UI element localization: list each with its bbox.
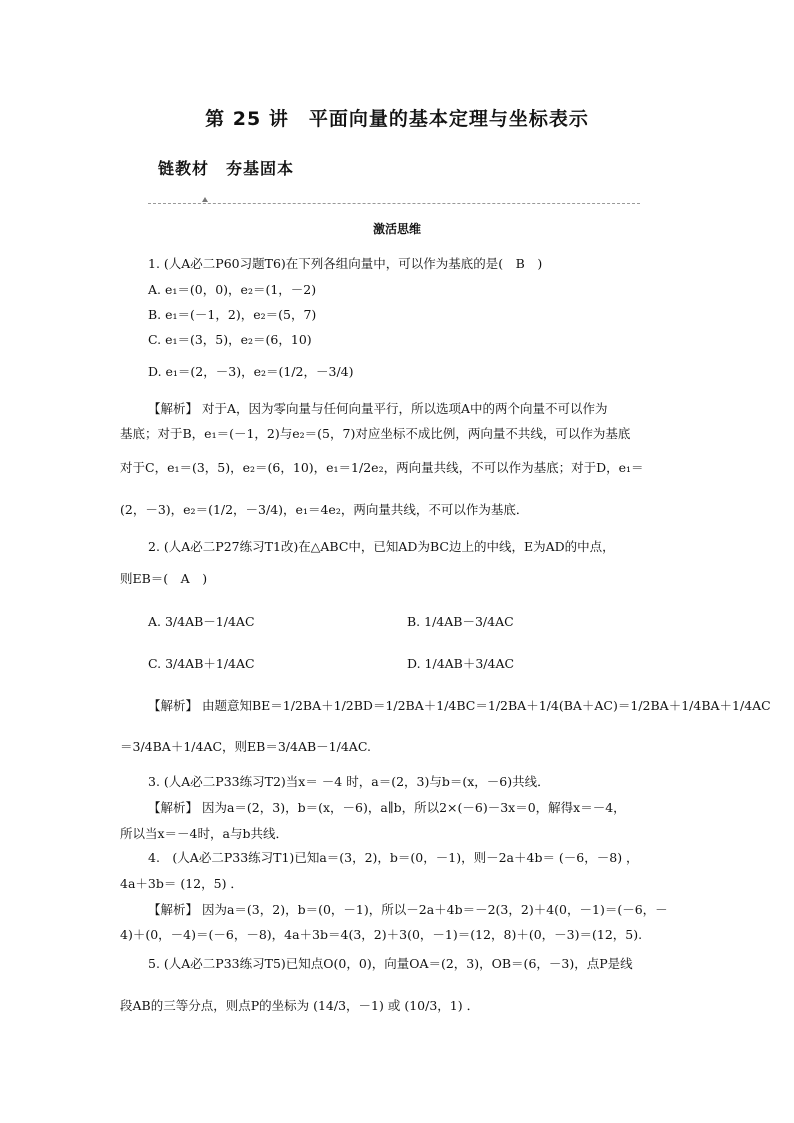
subheading: 激活思维	[372, 222, 421, 236]
question-1-solution-line-3: 对于C，e₁＝(3，5)，e₂＝(6，10)，e₁＝1/2e₂，两向量共线，不可以作为基底；对于D，e₁＝	[120, 460, 644, 475]
question-2-choice-c: C. 3/4AB＋1/4AC	[148, 656, 255, 671]
question-4-stem-line-2: 4a＋3b＝ (12，5) ．	[120, 876, 243, 891]
question-2-stem-line-1: 2. (人A必二P27练习T1改)在△ABC中，已知AD为BC边上的中线，E为AD的中点，	[148, 539, 615, 554]
question-2-choice-d: D. 1/4AB＋3/4AC	[407, 656, 515, 671]
section-divider	[148, 203, 640, 204]
question-2-choice-a: A. 3/4AB－1/4AC	[148, 614, 255, 629]
question-1-choice-d: D. e₁＝(2，－3)，e₂＝(1/2，－3/4)	[148, 364, 354, 379]
question-2-solution-line-1: 【解析】 由题意知BE＝1/2BA＋1/2BD＝1/2BA＋1/4BC＝1/2BA＋1/4(BA＋AC)＝1/2BA＋1/4BA＋1/4AC	[148, 698, 771, 713]
question-1-choice-c: C. e₁＝(3，5)，e₂＝(6，10)	[148, 332, 312, 347]
page-title: 第 25 讲 平面向量的基本定理与坐标表示	[205, 108, 589, 130]
question-2-choice-b: B. 1/4AB－3/4AC	[407, 614, 514, 629]
question-4-solution-line-2: 4)＋(0，－4)＝(－6，－8)，4a＋3b＝4(3，2)＋3(0，－1)＝(12，8)＋(0，－3)＝(12，5).	[120, 927, 643, 942]
question-4-stem-line-1: 4. (人A必二P33练习T1)已知a＝(3，2)，b＝(0，－1)，则－2a＋4b＝ (－6，－8) ，	[148, 850, 639, 865]
question-5-stem-line-1: 5. (人A必二P33练习T5)已知点O(0，0)，向量OA＝(2，3)，OB＝(6，－3)，点P是线	[148, 956, 633, 971]
question-1-choice-b: B. e₁＝(－1，2)，e₂＝(5，7)	[148, 307, 317, 322]
question-3-solution-line-1: 【解析】 因为a＝(2，3)，b＝(x，－6)，a∥b，所以2×(－6)－3x＝0，解得x＝－4，	[148, 800, 626, 815]
question-1-solution-line-4: (2，－3)，e₂＝(1/2，－3/4)，e₁＝4e₂，两向量共线，不可以作为基底．	[120, 502, 529, 517]
question-1-choice-a: A. e₁＝(0，0)，e₂＝(1，－2)	[148, 282, 317, 297]
divider-triangle-icon	[202, 197, 208, 202]
question-2-stem-line-2: 则EB＝( A )	[120, 571, 208, 586]
question-2-solution-line-2: ＝3/4BA＋1/4AC，则EB＝3/4AB－1/4AC.	[120, 739, 371, 754]
question-1-solution-line-1: 【解析】 对于A，因为零向量与任何向量平行，所以选项A中的两个向量不可以作为	[148, 401, 608, 416]
question-4-solution-line-1: 【解析】 因为a＝(3，2)，b＝(0，－1)，所以－2a＋4b＝－2(3，2)＋4(0，－1)＝(－6，－	[148, 902, 668, 917]
question-5-stem-line-2: 段AB的三等分点，则点P的坐标为 (14/3，－1) 或 (10/3，1) ．	[120, 998, 480, 1013]
question-1-solution-line-2: 基底；对于B，e₁＝(－1，2)与e₂＝(5，7)对应坐标不成比例，两向量不共线，可以作为基底	[120, 426, 631, 441]
question-3-solution-line-2: 所以当x＝－4时，a与b共线．	[120, 826, 288, 841]
question-1-stem: 1. (人A必二P60习题T6)在下列各组向量中，可以作为基底的是( B )	[148, 256, 543, 271]
question-3-stem: 3. (人A必二P33练习T2)当x＝ －4 时，a＝(2，3)与b＝(x，－6)共线．	[148, 774, 550, 789]
section-heading: 链教材 夯基固本	[158, 159, 295, 178]
